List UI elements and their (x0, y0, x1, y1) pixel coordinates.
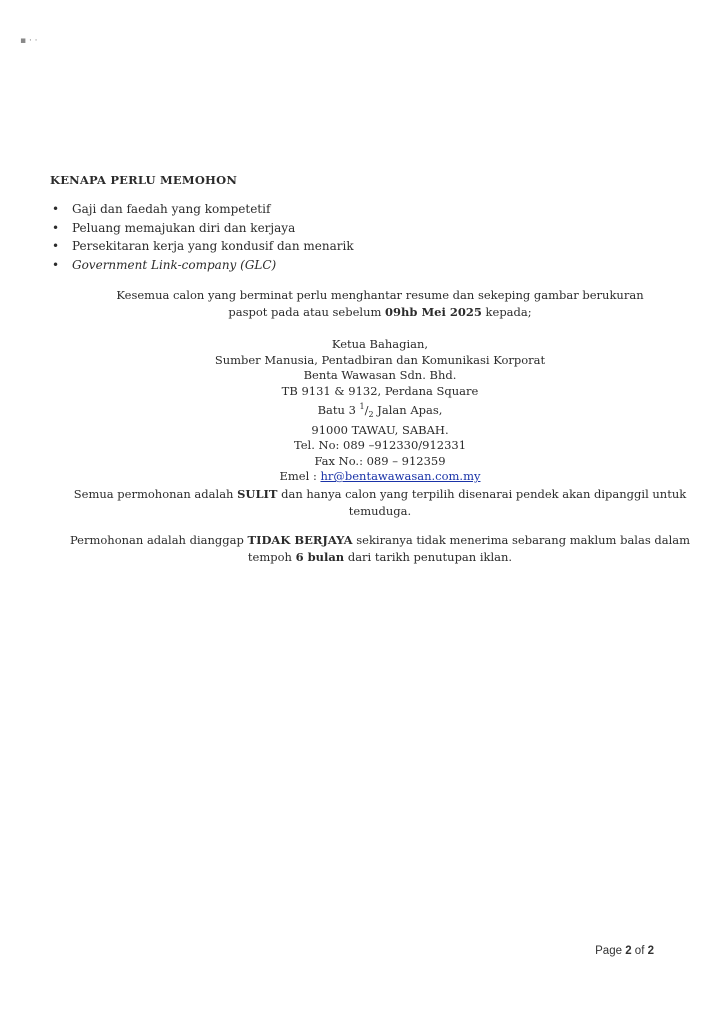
confidentiality-notice: Semua permohonan adalah SULIT dan hanya calon yang terpilih disenarai pendek akan dipanggil untuk temuduga. (73, 487, 687, 518)
address-tel: Tel. No: 089 –912330/912331 (293, 438, 467, 453)
benefits-list (50, 200, 354, 274)
list-item: • Peluang memajukan diri dan kerjaya (50, 219, 354, 238)
list-item: • Persekitaran kerja yang kondusif dan menarik (50, 237, 354, 256)
mailing-address (40, 337, 720, 485)
address-department: Sumber Manusia, Pentadbiran dan Komunikasi Korporat (214, 352, 546, 367)
scan-artifact: ▪ · · (20, 36, 38, 46)
list-item: • Government Link-company (GLC) (50, 256, 354, 275)
unsuccessful-notice: Permohonan adalah dianggap TIDAK BERJAYA sekiranya tidak menerima sebarang maklum balas dalam tempoh 6 bulan dari tarikh penutupan iklan. (69, 533, 691, 564)
deadline-date: 09hb Mei 2025 (385, 305, 482, 319)
address-street: Batu 3 $^1/_2$ Jalan Apas, (317, 402, 443, 420)
address-title: Ketua Bahagian, (331, 337, 429, 351)
bullet-icon: • (52, 257, 60, 272)
bullet-icon: • (52, 220, 60, 235)
address-city: 91000 TAWAU, SABAH. (311, 422, 449, 437)
application-instructions: Kesemua calon yang berminat perlu menghantar resume dan sekeping gambar berukuran paspot pada atau sebelum 09hb Mei 2025 kepada; (116, 288, 644, 319)
bullet-icon: • (52, 202, 60, 216)
section-heading: KENAPA PERLU MEMOHON (50, 173, 238, 187)
list-item: • Gaji dan faedah yang kompetetif (50, 200, 354, 219)
address-fax: Fax No.: 089 – 912359 (314, 453, 446, 468)
bullet-icon: • (52, 239, 60, 253)
address-company: Benta Wawasan Sdn. Bhd. (303, 368, 457, 382)
page-number: Page 2 of 2 (595, 945, 654, 957)
address-building: TB 9131 & 9132, Perdana Square (281, 383, 479, 398)
address-email: Emel : hr@bentawawasan.com.my (279, 469, 481, 484)
email-link[interactable]: hr@bentawawasan.com.my (320, 469, 481, 484)
